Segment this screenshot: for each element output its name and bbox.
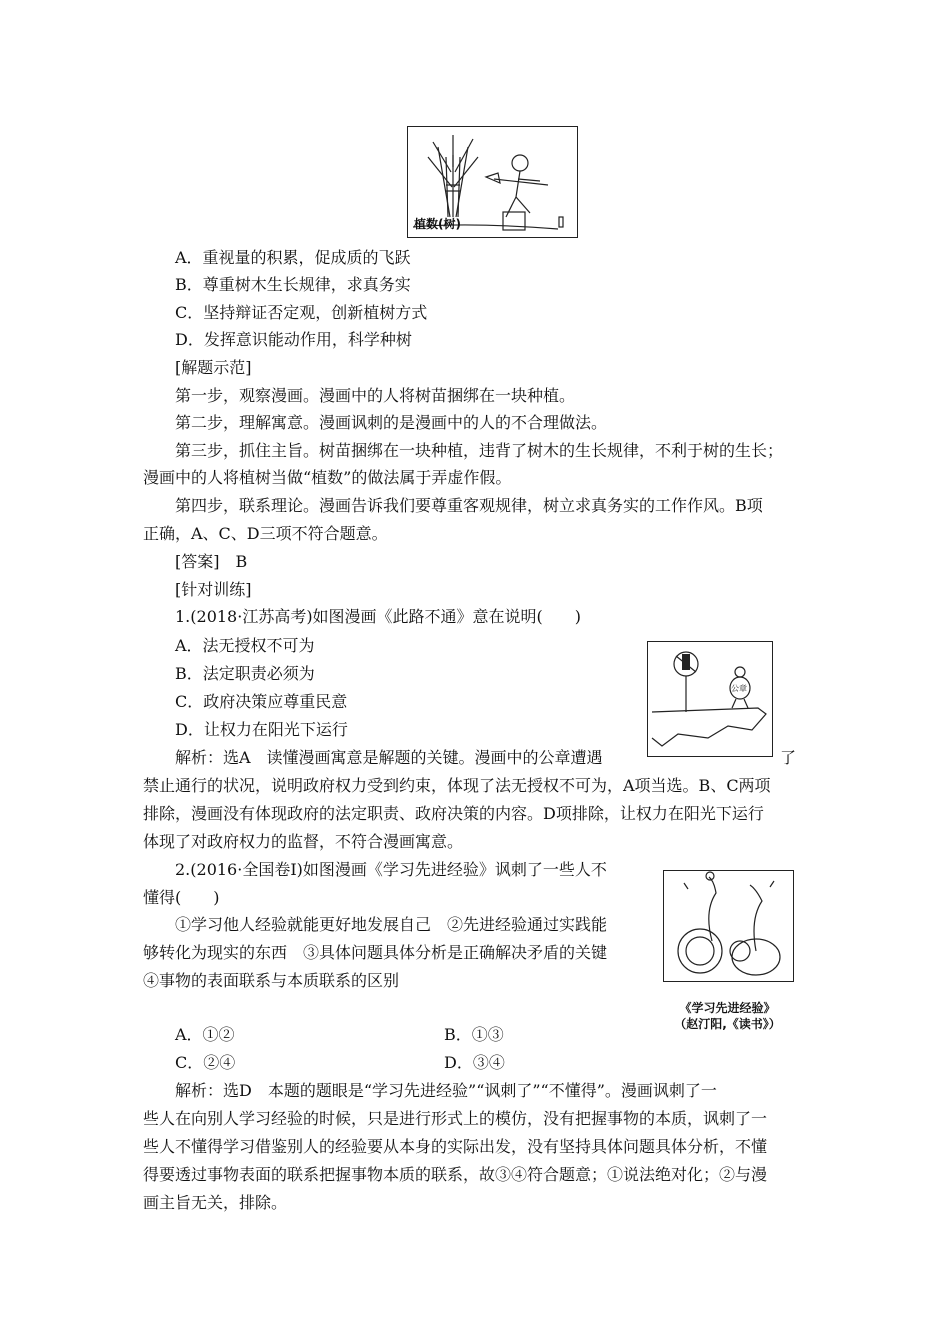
q2-option-d: D．③④ xyxy=(444,1053,505,1072)
q2-statements-cont: 够转化为现实的东西 ③具体问题具体分析是正确解决矛盾的关键 xyxy=(143,943,608,962)
q1-option-b: B．法定职责必须为 xyxy=(175,664,315,683)
figure-lion-caption-title: 《学习先进经验》 xyxy=(679,1001,776,1015)
q2-statements: ①学习他人经验就能更好地发展自己 ②先进经验通过实践能 xyxy=(175,915,608,934)
q2-analysis-cont: 些人在向别人学习经验的时候，只是进行形式上的模仿，没有把握事物的本质，讽刺了一 xyxy=(143,1109,768,1128)
q2-option-a: A．①② xyxy=(175,1025,235,1044)
section-heading: [解题示范] xyxy=(175,358,252,377)
q2-statements-cont: ④事物的表面联系与本质联系的区别 xyxy=(143,971,400,990)
figure-road-stamp-label: 公章 xyxy=(731,684,747,693)
figure-lion-caption-source: （赵汀阳,《读书》） xyxy=(674,1017,781,1031)
step-4: 第四步，联系理论。漫画告诉我们要尊重客观规律，树立求真务实的工作作风。B项 xyxy=(175,496,763,515)
option-d: D．发挥意识能动作用，科学种树 xyxy=(175,330,412,349)
q1-analysis-cont: 体现了对政府权力的监督，不符合漫画寓意。 xyxy=(143,832,464,851)
q1-option-a: A．法无授权不可为 xyxy=(175,636,315,655)
q1-analysis-cont: 排除，漫画没有体现政府的法定职责、政府决策的内容。D项排除，让权力在阳光下运行 xyxy=(143,804,764,823)
q1-analysis: 解析：选A 读懂漫画寓意是解题的关键。漫画中的公章遭遇 xyxy=(175,748,603,767)
q1-analysis-end: 了 xyxy=(780,748,797,767)
q2-analysis-cont: 得要透过事物表面的联系把握事物本质的联系，故③④符合题意；①说法绝对化；②与漫 xyxy=(143,1165,768,1184)
q2-option-c: C．②④ xyxy=(175,1053,236,1072)
step-3-cont: 漫画中的人将植树当做“植数”的做法属于弄虚作假。 xyxy=(143,468,512,487)
q2-analysis: 解析：选D 本题的题眼是“学习先进经验”“讽刺了”“不懂得”。漫画讽刺了一 xyxy=(175,1081,717,1100)
q1-option-d: D．让权力在阳光下运行 xyxy=(175,720,348,739)
question-2-cont: 懂得( ) xyxy=(143,888,220,907)
section-heading: [针对训练] xyxy=(175,580,252,599)
figure-tree-cartoon xyxy=(407,126,578,238)
step-1: 第一步，观察漫画。漫画中的人将树苗捆绑在一块种植。 xyxy=(175,386,576,405)
figure-lion-cartoon xyxy=(663,870,794,982)
q1-option-c: C．政府决策应尊重民意 xyxy=(175,692,348,711)
road-closed-illustration xyxy=(648,642,772,756)
answer: [答案] B xyxy=(175,552,248,571)
q2-analysis-cont: 些人不懂得学习借鉴别人的经验要从本身的实际出发，没有坚持具体问题具体分析，不懂 xyxy=(143,1137,768,1156)
step-2: 第二步，理解寓意。漫画讽刺的是漫画中的人的不合理做法。 xyxy=(175,413,608,432)
q2-option-b: B．①③ xyxy=(444,1025,504,1044)
q2-analysis-cont: 画主旨无关，排除。 xyxy=(143,1193,288,1212)
q1-analysis-cont: 禁止通行的状况，说明政府权力受到约束，体现了法无授权不可为，A项当选。B、C两项 xyxy=(143,776,771,795)
step-3: 第三步，抓住主旨。树苗捆绑在一块种植，违背了树木的生长规律，不利于树的生长； xyxy=(175,441,784,460)
figure-road-closed-cartoon xyxy=(647,641,773,757)
lion-cartoon-illustration xyxy=(664,871,793,981)
option-c: C．坚持辩证否定观，创新植树方式 xyxy=(175,303,428,322)
question-2: 2.(2016·全国卷Ⅰ)如图漫画《学习先进经验》讽刺了一些人不 xyxy=(175,860,607,879)
option-a: A．重视量的积累，促成质的飞跃 xyxy=(175,248,411,267)
figure-tree-caption: 植数(树) xyxy=(414,217,461,231)
question-1: 1.(2018·江苏高考)如图漫画《此路不通》意在说明( ) xyxy=(175,607,582,626)
option-b: B．尊重树木生长规律，求真务实 xyxy=(175,275,411,294)
step-4-cont: 正确，A、C、D三项不符合题意。 xyxy=(143,524,388,543)
